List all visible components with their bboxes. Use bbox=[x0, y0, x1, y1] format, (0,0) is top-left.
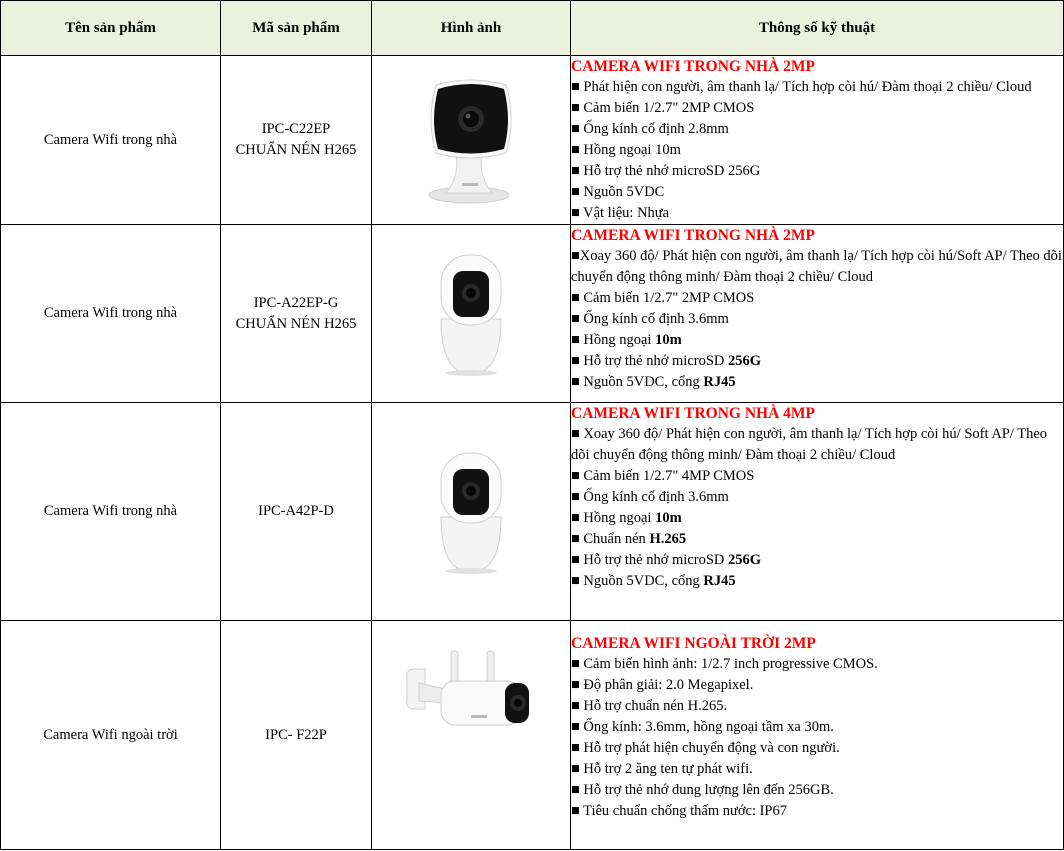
product-image bbox=[372, 621, 571, 850]
spec-line bbox=[571, 372, 1063, 393]
spec-line bbox=[571, 351, 1063, 372]
spec-bold: 10m bbox=[655, 332, 682, 348]
spec-line bbox=[571, 119, 1063, 140]
spec-title: CAMERA WIFI TRONG NHÀ 2MP bbox=[571, 58, 815, 75]
spec-line bbox=[571, 288, 1063, 309]
spec-line bbox=[571, 696, 1063, 717]
table-row bbox=[1, 621, 1064, 850]
product-name: Camera Wifi trong nhà bbox=[1, 403, 221, 621]
spec-line bbox=[571, 424, 1063, 466]
product-code-line: IPC-A22EP-G bbox=[253, 294, 339, 311]
spec-title: CAMERA WIFI NGOÀI TRỜI 2MP bbox=[571, 635, 816, 652]
spec-text: ■ Độ phân giải: 2.0 Megapixel. bbox=[571, 677, 754, 693]
spec-bold: RJ45 bbox=[703, 573, 736, 589]
spec-text: ■ Nguồn 5VDC, cổng bbox=[571, 374, 704, 390]
spec-line bbox=[571, 98, 1063, 119]
product-code bbox=[221, 621, 372, 850]
header-row bbox=[1, 1, 1064, 56]
spec-text: ■ Ống kính cố định 3.6mm bbox=[571, 311, 729, 327]
ranger-camera-icon bbox=[431, 249, 511, 379]
spec-title: CAMERA WIFI TRONG NHÀ 2MP bbox=[571, 227, 815, 244]
table-row bbox=[1, 56, 1064, 225]
spec-text: ■ Hỗ trợ chuẩn nén H.265. bbox=[571, 698, 728, 714]
spec-text: ■ Cảm biến 1/2.7" 2MP CMOS bbox=[571, 100, 755, 116]
spec-text: ■ Xoay 360 độ/ Phát hiện con người, âm thanh lạ/ Tích hợp còi hú/ Soft AP/ Theo dõi chuyển động thông minh/ Đàm thoại 2 chiều/ Cloud bbox=[571, 426, 1048, 463]
spec-line bbox=[571, 550, 1063, 571]
spec-bold: H.265 bbox=[649, 531, 687, 547]
product-name: Camera Wifi ngoài trời bbox=[1, 621, 221, 850]
product-name: Camera Wifi trong nhà bbox=[1, 225, 221, 403]
spec-line bbox=[571, 571, 1063, 592]
product-image bbox=[372, 225, 571, 403]
spec-text: ■ Hồng ngoại 10m bbox=[571, 142, 681, 158]
spec-bold: 10m bbox=[655, 510, 682, 526]
header-product-name: Tên sản phẩm bbox=[1, 1, 221, 56]
spec-text: ■ Cảm biến hình ảnh: 1/2.7 inch progressive CMOS. bbox=[571, 656, 878, 672]
header-image: Hình ảnh bbox=[372, 1, 571, 56]
spec-line bbox=[571, 529, 1063, 550]
spec-text: ■ Hồng ngoại bbox=[571, 510, 656, 526]
spec-line bbox=[571, 203, 1063, 224]
ranger-camera-icon bbox=[431, 447, 511, 577]
spec-text: ■ Chuẩn nén bbox=[571, 531, 650, 547]
spec-text: ■ Vật liệu: Nhựa bbox=[571, 205, 670, 221]
spec-line bbox=[571, 717, 1063, 738]
spec-line bbox=[571, 738, 1063, 759]
product-code bbox=[221, 225, 372, 403]
table-row bbox=[1, 225, 1064, 403]
spec-text: ■ Tiêu chuẩn chống thấm nước: IP67 bbox=[571, 803, 787, 819]
spec-line bbox=[571, 508, 1063, 529]
spec-text: ■ Hỗ trợ phát hiện chuyển động và con người. bbox=[571, 740, 840, 756]
spec-line bbox=[571, 675, 1063, 696]
spec-bold: 256G bbox=[728, 552, 762, 568]
spec-text: ■ Ống kính: 3.6mm, hồng ngoại tầm xa 30m. bbox=[571, 719, 834, 735]
spec-line bbox=[571, 759, 1063, 780]
product-name: Camera Wifi trong nhà bbox=[1, 56, 221, 225]
spec-bold: 256G bbox=[728, 353, 762, 369]
header-specs: Thông số kỹ thuật bbox=[571, 1, 1064, 56]
spec-text: ■ Hỗ trợ 2 ăng ten tự phát wifi. bbox=[571, 761, 753, 777]
product-code-line: IPC-A42P-D bbox=[258, 503, 334, 519]
spec-text: ■Xoay 360 độ/ Phát hiện con người, âm thanh lạ/ Tích hợp còi hú/Soft AP/ Theo dõi chuyển động thông minh/ Đàm thoại 2 chiều/ Cloud bbox=[571, 248, 1062, 285]
product-specs bbox=[571, 621, 1064, 850]
product-code-line: CHUẨN NÉN H265 bbox=[235, 142, 357, 158]
product-specs bbox=[571, 225, 1064, 403]
spec-text: ■ Cảm biến 1/2.7" 4MP CMOS bbox=[571, 468, 755, 484]
spec-line bbox=[571, 801, 1063, 822]
spec-line bbox=[571, 654, 1063, 675]
spec-text: ■ Cảm biến 1/2.7" 2MP CMOS bbox=[571, 290, 755, 306]
table-row bbox=[1, 403, 1064, 621]
spec-bold: RJ45 bbox=[703, 374, 736, 390]
spec-line bbox=[571, 140, 1063, 161]
cube-camera-icon bbox=[416, 75, 526, 205]
bullet-camera-icon bbox=[401, 649, 541, 749]
product-specs bbox=[571, 403, 1064, 621]
product-code bbox=[221, 403, 372, 621]
product-code bbox=[221, 56, 372, 225]
spec-line bbox=[571, 309, 1063, 330]
spec-text: ■ Phát hiện con người, âm thanh lạ/ Tích hợp còi hú/ Đàm thoại 2 chiều/ Cloud bbox=[571, 79, 1032, 95]
spec-line bbox=[571, 246, 1063, 288]
product-image bbox=[372, 403, 571, 621]
spec-text: ■ Hồng ngoại bbox=[571, 332, 656, 348]
spec-line bbox=[571, 161, 1063, 182]
spec-title: CAMERA WIFI TRONG NHÀ 4MP bbox=[571, 405, 815, 422]
product-code-line: IPC-C22EP bbox=[261, 121, 331, 137]
spec-text: ■ Hỗ trợ thẻ nhớ microSD bbox=[571, 552, 728, 568]
spec-text: ■ Hỗ trợ thẻ nhớ microSD bbox=[571, 353, 728, 369]
header-product-code: Mã sản phẩm bbox=[221, 1, 372, 56]
product-code-line: CHUẨN NÉN H265 bbox=[235, 315, 357, 332]
spec-text: ■ Nguồn 5VDC bbox=[571, 184, 665, 200]
spec-line bbox=[571, 182, 1063, 203]
spec-line bbox=[571, 330, 1063, 351]
spec-line bbox=[571, 780, 1063, 801]
spec-text: ■ Hỗ trợ thẻ nhớ dung lượng lên đến 256GB. bbox=[571, 782, 834, 798]
spec-line bbox=[571, 466, 1063, 487]
spec-text: ■ Hỗ trợ thẻ nhớ microSD 256G bbox=[571, 163, 761, 179]
product-image bbox=[372, 56, 571, 225]
spec-line bbox=[571, 77, 1063, 98]
spec-text: ■ Ống kính cố định 3.6mm bbox=[571, 489, 729, 505]
product-specs bbox=[571, 56, 1064, 225]
spec-text: ■ Ống kính cố định 2.8mm bbox=[571, 121, 729, 137]
product-code-line: IPC- F22P bbox=[265, 726, 327, 743]
spec-text: ■ Nguồn 5VDC, cổng bbox=[571, 573, 704, 589]
spec-line bbox=[571, 487, 1063, 508]
